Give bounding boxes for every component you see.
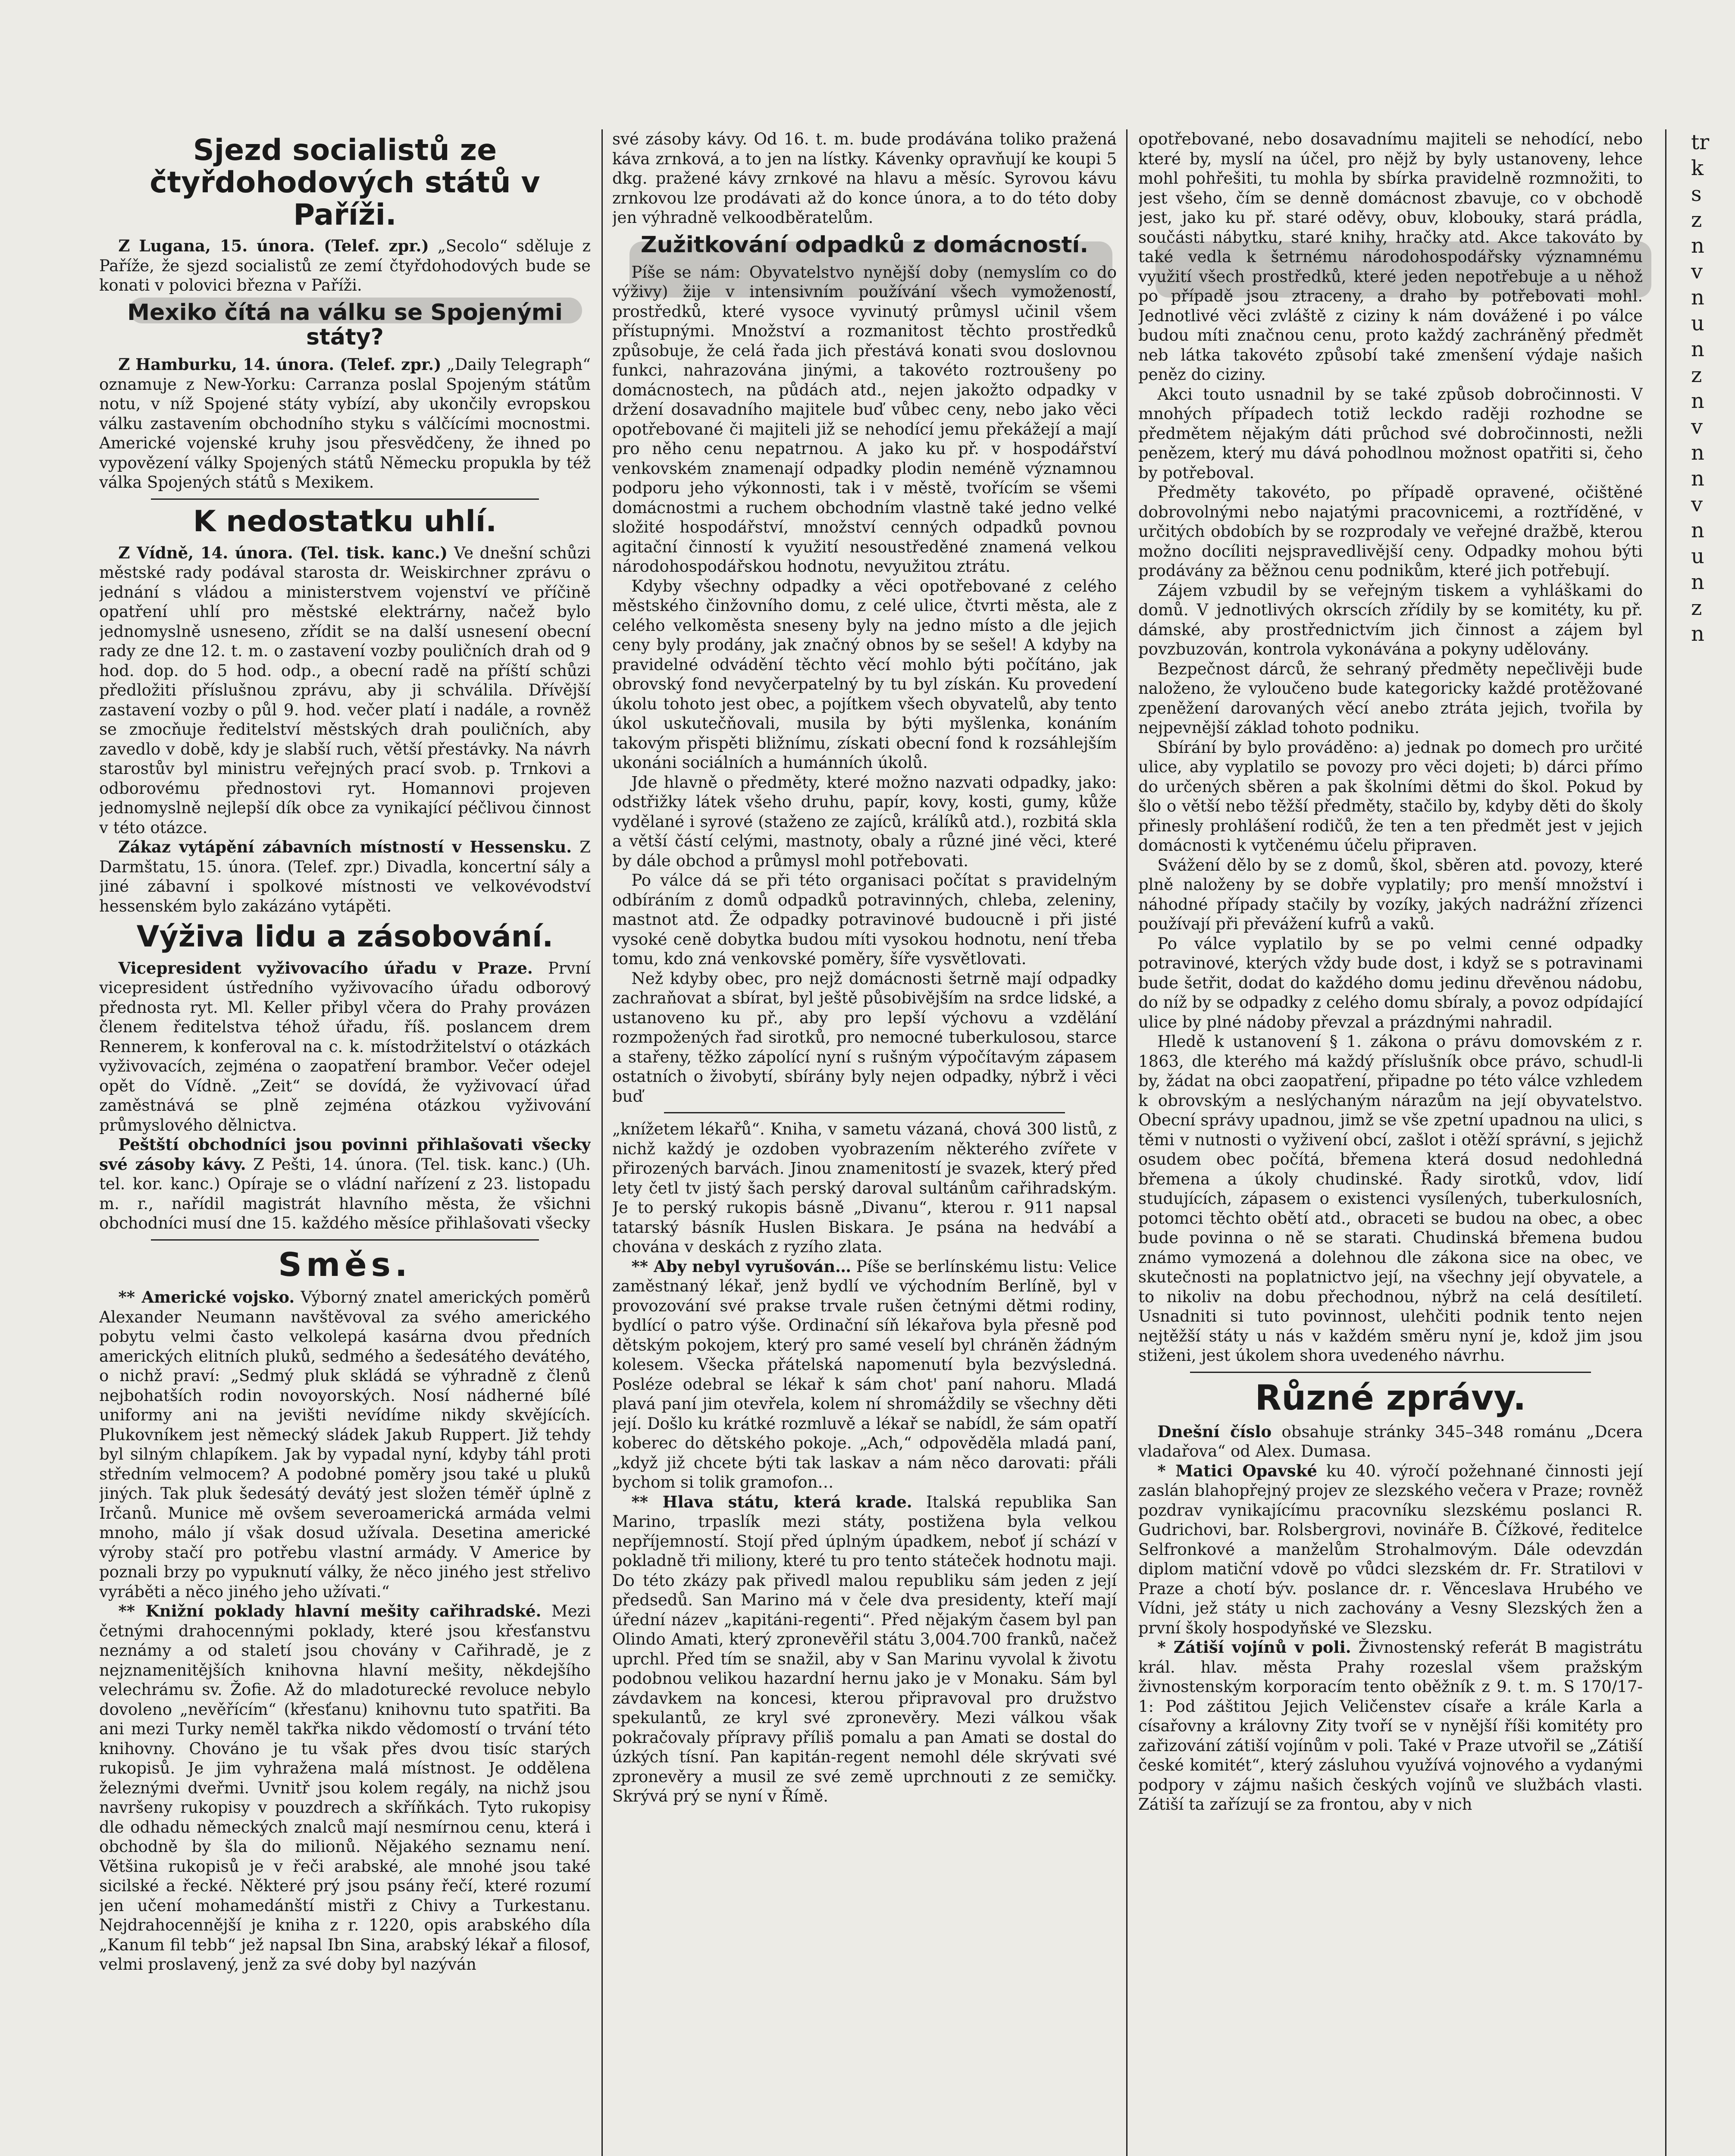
headline-waste-utilization: Zužitkování odpadků z domácností. [640, 232, 1089, 258]
print-smudge [629, 241, 1112, 298]
strip-fragment: s [1691, 182, 1702, 206]
strip-fragment: u [1691, 544, 1704, 568]
article-paragraph: Než kdyby obec, pro nejž domácnosti šetrně mají odpadky zachraňovat a sbírat, byl ještě působivějším na srdce lidské, a ustanoveno ku př., aby pro lepší výchovu a vzdělání rozmpožených řad sirotků, pro nemocné tuberkulosou, starce a stařeny, těžko zápolící nyní s rušným výpočítavým zápasem ostatních o živobytí, sbírány byly nejen odpadky, nýbrž i věci buď [612, 969, 1117, 1106]
article-paragraph: ** Hlava státu, která krade. Italská republika San Marino, trpaslík mezi státy, postižena byla velkou nepříjemností. Stojí před úplným úpadkem, neboť jí schází v pokladně tři miliony, které tu pro tento státeček hodnotu maji. Do této zkázy pak přivedl malou republiku sám jeden z její předsedů. San Marino má v čele dva presidenty, kteří mají úřední název „kapitáni-regenti“. Před nějakým časem byl pan Olindo Amati, který zpronevěřil státu 3,004.700 franků, načež uprchl. Před tím se snažil, aby v San Marinu vyvolal k životu podobnou velikou hazardní hernu jako je v Monaku. Sám byl závdavkem na koncesi, kterou připravoval pro družstvo spekulantů, ze kryl své zpronevěry. Mezi válkou však pokračovaly přípravy příliš pomalu a pan Amati se dostal do úzkých tísní. Pan kapitán-regent nemohl déle skrývati své zpronevěry a musil ze své země uprchnouti z ze semičky. Skrývá prý se nyní v Římě. [612, 1492, 1117, 1806]
article-paragraph: Po válce dá se při této organisaci počítat s pravidelným odbíráním z domů odpadků potravinných, chleba, zeleniny, mastnot atd. Že odpadky potravinové budoucně i při jisté vysoké ceně dobytka budou míti vysokou hodnotu, není třeba tomu, kdo zná venkovské poměry, šíře vysvětlovati. [612, 871, 1117, 968]
column-1 [99, 129, 591, 2156]
article-paragraph: Z Lugana, 15. února. (Telef. zpr.) „Secolo“ sděluje z Paříže, že sjezd socialistů ze zemí čtyřdohodových bude se konati v polovici března v Paříži. [99, 236, 591, 295]
article-paragraph: „knížetem lékařů“. Kniha, v sametu vázaná, chová 300 listů, z nichž každý je ozdoben vyobrazením některého zvířete v přirozených barvách. Jinou znamenitostí je svazek, který před lety četl tv jistý šach perský daroval sultánům cařihradským. Je to perský rukopis básně „Divanu“, kterou r. 911 napsal tatarský básník Huslen Biskara. Je psána na hedvábí a chována v deskách z ryzího zlata. [612, 1120, 1117, 1257]
divider [151, 1239, 539, 1241]
divider [1190, 1372, 1591, 1373]
article-paragraph: Svážení dělo by se z domů, škol, sběren atd. povozy, které plně naloženy by se dobře vyplatily; pro menší množství i náhodné případy stačily by vozíky, jakých nadrážní zřízenci používají při převážení kufrů a vaků. [1138, 856, 1643, 933]
column-rule [1665, 129, 1666, 2156]
strip-fragment: n [1691, 389, 1704, 413]
strip-fragment: n [1691, 622, 1704, 646]
strip-fragment: n [1691, 285, 1704, 310]
headline-coal-shortage: K nedostatku uhlí. [193, 504, 497, 539]
article-paragraph: * Matici Opavské ku 40. výročí požehnané činnosti její zaslán blahopřejný projev ze slezského večera v Praze; rovněž pozdrav vynikajícímu pracovníku slezskému poslanci R. Gudrichovi, bar. Rolsbergrovi, novináře B. Čížkové, ředitelce Selfronkové a manželům Strohalmovým. Dále odevzdán diplom matiční vdově po vůdci slezském dr. Fr. Stratilovi v Praze a chotí býv. poslance dr. r. Věnceslava Hrubého ve Vídni, jež státy u nich zachovány a Vesny Slezských žen a první školy hospodyňské ve Slezsku. [1138, 1461, 1643, 1637]
article-paragraph: Akci touto usnadnil by se také způsob dobročinnosti. V mnohých případech totiž leckdo raději rozhodne se předmětem nějakým dáti průchod své dobročinnosti, nežli penězem, který mu dává pohodlnou možnost opatřiti si, čeho by potřeboval. [1138, 385, 1643, 482]
article-paragraph: své zásoby kávy. Od 16. t. m. bude prodávána toliko pražená káva zrnková, a to jen na lístky. Kávenky opravňují ke koupi 5 dkg. pražené kávy zrnkové na hlavu a měsíc. Syrovou kávu zrnkovou lze prodávati až do konce února, a to do této doby jen výhradně velkoodběratelům. [612, 130, 1117, 227]
article-paragraph: Po válce vyplatilo by se po velmi cenné odpadky potravinové, kterých vždy bude dost, i když se s potravinami bude šetřit, dodat do každého domu jedinu dřevěnou nádobu, do níž by se odpadky z celého domu sbíraly, a povoz odpídající ulice by plné nádoby převzal a prázdnými nahradil. [1138, 934, 1643, 1031]
article-paragraph: Předměty takovéto, po případě opravené, očištěné dobrovolnými nebo najatými pracovnicemi, a roztříděné, v určitých obdobích by se rozprodaly ve veřejné dražbě, kterou možno docíliti nejspravedlivější ceny. Odpadky mohou býti prodávány za běžnou cenu podnikům, které jich potřebují. [1138, 483, 1643, 580]
article-paragraph: Bezpečnost dárců, že sehraný předměty nepečlivěji bude naloženo, že vyloučeno bude kategoricky každé protěžované zpeněžení darovaných věcí anebo ztráta jejich, tvořila by nejpevnější základ tohoto podniku. [1138, 659, 1643, 737]
article-paragraph: ** Americké vojsko. Výborný znatel amerických poměrů Alexander Neumann navštěvoval za svého amerického pobytu velmi často velkolepá kasárna dvou předních amerických elitních pluků, sedmého a šedesátého devátého, o nichž praví: „Sedmý pluk skládá se výhradně z členů nejbohatších rodin novoyorských. Nosí nádherné bílé uniformy ani na jevišti nevídíme nikdy skvějících. Plukovníkem jest německý sládek Jakub Ruppert. Již tehdy byl silným chlapíkem. Jak by vypadal nyní, kdyby táhl proti středním velmocem? A podobné poměry jsou také u pluků jiných. Tak pluk šedesátý devátý jest složen téměř úplně z Irčanů. Munice mě ovšem severoamerická armáda velmi mnoho, málo jí však dosud užívala. Desetina americké výroby stačí pro potřebu vlastní armády. V Americe by poznali brzy po vypuknutí války, že něco jiného jest střelivo vyráběti a něco jiného jeho užívati.“ [99, 1288, 591, 1601]
strip-fragment: n [1691, 467, 1704, 491]
article-paragraph: Dnešní číslo obsahuje stránky 345–348 románu „Dcera vladařova“ od Alex. Dumasa. [1138, 1422, 1643, 1460]
article-paragraph: Z Hamburku, 14. února. (Telef. zpr.) „Daily Telegraph“ oznamuje z New-Yorku: Carranza poslal Spojeným státům notu, v níž Spojené státy vybízí, aby ukončily evropskou válku zastavením obchodního styku s válčícími mocnostmi. Americké vojenské kruhy jsou přesvědčeny, že ihned po vypovězení války Spojených států Německu propukla by též válka Spojených států s Mexikem. [99, 355, 591, 492]
strip-fragment: n [1691, 518, 1704, 542]
print-smudge [129, 298, 582, 323]
section-heading-smes: Směs. [278, 1245, 412, 1284]
divider [664, 1112, 1065, 1113]
article-paragraph: Peštští obchodníci jsou povinni přihlašovati všecky své zásoby kávy. Z Pešti, 14. února. (Tel. tisk. kanc.) (Uh. tel. kor. kanc.) Opíraje se o vládní nařízení z 23. listopadu m. r., nařídil magistrát hlavního města, že všichni obchodníci musí dne 15. každého měsíce přihlašovati všecky [99, 1135, 591, 1233]
section-heading-ruzne-zpravy: Různé zprávy. [1255, 1377, 1526, 1418]
strip-fragment: z [1691, 363, 1702, 387]
strip-fragment: v [1691, 260, 1703, 284]
print-smudge [1156, 241, 1651, 298]
strip-fragment: n [1691, 570, 1704, 594]
article-paragraph: opotřebované, nebo dosavadnímu majiteli se nehodící, nebo které by, myslí na účel, pro nějž by byly ustanoveny, lehce mohl pohřešiti, tu mohla by sbírka pravidelně rozmnožiti, to jest všeho, čím se denně domácnost zbavuje, co v obchodě jest, jako ku př. staré oděvy, obuv, klobouky, stará prádla, součásti nábytku, staré knihy, hračky atd. Akce takováto by také vedla k šetrnému národohospodářsky významnému využití všech prostředků, které jeden nepotřebuje a u něhož po případě jsou ztraceny, a draho by potřebovati mohl. Jednotlivé věci zvláště z ciziny k nám dovážené i po válce budou míti značnou cenu, proto každý zachráněný předmět neb látka takovéto způsobí také zmenšení výdaje našich peněz do ciziny. [1138, 130, 1643, 384]
strip-fragment: z [1691, 208, 1702, 232]
column-rule [601, 129, 603, 2156]
article-paragraph: Jde hlavně o předměty, které možno nazvati odpadky, jako: odstřižky látek všeho druhu, papír, kovy, kosti, gumy, kůže vydělané i syrové (staženo ze zajíců, králíků atd.), rozbitá skla a větší částí celými, mastnoty, obaly a různé jiné věci, které by dále obchod a průmysl mohl potřebovati. [612, 773, 1117, 870]
article-paragraph: Kdyby všechny odpadky a věci opotřebované z celého městského činžovního domu, z celé ulice, čtvrti města, ale z celého velkoměsta sneseny byly na jedno místo a dle jejich ceny byly prodány, jak značný obnos by se sešel! A kdyby na pravidelné odvádění těchto věcí mohlo býti počítáno, jak obrovský fond nevyčerpatelný by tu byl získán. Ku provedení úkolu tohoto jest obec, a pojítkem všech obyvatelů, aby tento úkol uskutečňovali, musila by býti myšlenka, konáním takovým přispěti bližnímu, získati obecní fond k rozsáhlejším ukonáni sociálních a humánních úkolů. [612, 577, 1117, 772]
article-paragraph: Píše se nám: Obyvatelstvo nynější doby (nemyslím co do výživy) žije v intensivním používání všech vymožeností, prostředků, které vysoce vyvinutý průmysl učinil všem přístupnými. Množství a rozmanitost těchto prostředků způsobuje, že celá řada jich přestává konati svou doslovnou funkci, nahrazována jinými, a takovéto roztroušeny po domácnostech, na půdách atd., nejen jakožto odpadky v držení dosavadního majitele buď vůbec ceny, nebo jako věci opotřebované či majiteli již se nehodící jemu překážejí a mají pro něho cenu nepatrnou. A jako ku př. v hospodářství venkovském znamenají odpadky plodin neméně významnou podporu jeho výkonnosti, tak i v městě, tvořícím se všemi domácnostmi a ruchem obchodním vlastně také jedno velké složité hospodářství, množství cenných odpadků povnou agitační činností k využití nesoustředěné znamená velkou národohospodářskou hodnotu, nevyužitou ztrátu. [612, 263, 1117, 576]
article-paragraph: Z Vídně, 14. února. (Tel. tisk. kanc.) Ve dnešní schůzi městské rady podával starosta dr. Weiskirchner zprávu o jednání s vládou a ministerstvem vojenství ve příčině opatření uhlí pro městské elektrárny, načež bylo jednomyslně usneseno, zřídit se na další usnesení obecní rady ze dne 12. t. m. o zastavení vozby pouličních drah od 9 hod. dop. do 5 hod. odp., a obecní radě na příští schůzi předložiti příslušnou zprávu, aby ji schválila. Dřívější zastavení vozby o půl 9. hod. večer platí i nadále, a rovněž se zmocňuje ředitelství městských drah pouličních, aby zavedlo v době, kdy je slabší ruch, větší přestávky. Na návrh starostův byl ministru veřejných prací svob. p. Trnkovi a odborovému přednostovi ryt. Homannovi projeven jednomyslně nejlepší dík obce za vynikající péčlivou činnost v této otázce. [99, 543, 591, 837]
strip-fragment: u [1691, 311, 1704, 335]
strip-fragment: tr [1691, 130, 1710, 154]
strip-fragment: n [1691, 441, 1704, 465]
strip-fragment: k [1691, 156, 1704, 180]
article-paragraph: Sbírání by bylo prováděno: a) jednak po domech pro určité ulice, aby vyplatilo se povozy pro věci dojeti; b) dárci přímo do určených sběren a pak školními dětmi do škol. Pokud by šlo o větší nebo těžší předměty, stačilo by, kdyby děti do školy přinesly prohlášení rodičů, že ten a ten předmět jest v jejich domácnosti k vytčenému účelu připraven. [1138, 738, 1643, 855]
column-rule [1126, 129, 1127, 2156]
article-paragraph: * Zátiší vojínů v poli. Živnostenský referát B magistrátu král. hlav. města Prahy rozeslal všem pražským živnostenským korporacím tento oběžník z 9. t. m. S 170/17-1: Pod záštitou Jejich Veličenstev císaře a krále Karla a císařovny a královny Zity tvoří se v nynější říši komitéty pro zařizování zátiší vojínům v poli. Také v Praze utvořil se „Zátiší české komitét“, který zásluhou využívá vojnového a vydanými podpory v zájmu našich českých vojínů ve službách vlasti. Zátiší ta zařízují se za frontou, aby v nich [1138, 1638, 1643, 1814]
adjacent-page-strip [1683, 129, 1735, 2156]
divider [151, 498, 539, 500]
article-paragraph: ** Aby nebyl vyrušován… Píše se berlínskému listu: Velice zaměstnaný lékař, jenž bydlí ve východním Berlíně, byl v provozování své prakse trvale rušen četnými dětmi rodiny, bydlící o patro výše. Ordinační síň lékařova byla přesně pod dětským pokojem, který pro samé veselí byl chráněn žádným kolesem. Všecka přátelská napomenutí byla bezvýsledná. Posléze odebral se lékař k sám chot' paní nahoru. Mladá plavá paní jim otevřela, kolem ní shromáždily se všechny děti její. Došlo ku krátké rozmluvě a lékař se nabídl, že sám opatří koberec do dětského pokoje. „Ach,“ odpověděla mladá paní, „když již chcete býti tak laskav a nám něco darovati: přáli bychom si tolik gramofon… [612, 1257, 1117, 1492]
article-paragraph: Zákaz vytápění zábavních místností v Hessensku. Z Darmštatu, 15. února. (Telef. zpr.) Divadla, koncertní sály a jiné zábavní i spolkové místnosti ve velkovévodství hessenském bylo zakázáno vytápěti. [99, 837, 591, 915]
column-3 [1138, 129, 1643, 2156]
headline-mexico: Mexiko čítá na válku se Spojenými státy? [127, 299, 563, 351]
article-paragraph: ** Knižní poklady hlavní mešity cařihradské. Mezi četnými drahocennými poklady, které jsou křesťanstvu neznámy a od staletí jsou chovány v Cařihradě, je z nejznamenitějších knihovna hlavní mešity, někdejšího velechrámu sv. Žofie. Až do mladoturecké revoluce nebylo dovoleno „nevěřícím“ (křesťanu) knihovnu tuto spatřiti. Ba ani mezi Turky neměl takřka nikdo vědomostí o trvání této knihovny. Chováno je tu však přes dvou tisíc starých rukopisů. Je jim vyhražena malá místnost. Je oddělena železnými dveřmi. Uvnitř jsou kolem regály, na nichž jsou navršeny rukopisy v pouzdrech a skříňkách. Tyto rukopisy dle odhadu německých znalců mají nesmírnou cenu, která i obchodně by šla do milionů. Nějakého seznamu není. Většina rukopisů je v řeči arabské, ale mnohé jsou také sicilské a řecké. Některé prý jsou psány řečí, které rozumí jen učení mohamedánští mistři z Chivy a Turkestanu. Nejdrahocennější je kniha z r. 1220, opis arabského díla „Kanum fil tebb“ jež napsal Ibn Sina, arabský lékař a filosof, velmi proslavený, jenž za své doby byl nazýván [99, 1601, 591, 1974]
strip-fragment: v [1691, 415, 1703, 439]
article-paragraph: Vicepresident vyživovacího úřadu v Praze. První vicepresident ústředního vyživovacího úřadu odborový přednosta ryt. Ml. Keller přibyl včera do Prahy provázen členem ředitelstva téhož úřadu, říš. poslancem drem Rennerem, k konferoval na c. k. místodržitelství o otázkách vyživovacích, zejména o zaopatření brambor. Večer odejel opět do Vídně. „Zeit“ se dovídá, že vyživovací úřad zaměstnává se plně zejména otázkou vyživování průmyslového dělnictva. [99, 958, 591, 1134]
column-2 [612, 129, 1117, 2156]
strip-fragment: n [1691, 234, 1704, 258]
article-paragraph: Hledě k ustanovení § 1. zákona o právu domovském z r. 1863, dle kterého má každý příslušník obce právo, schudl-li by, žádat na obci zaopatření, připadne po této válce vzhledem k obrovským a neslýchaným nárazům na její obyvatelstvo. Obecní správy upadnou, jimž se vše zpetní upadnou na ulici, s těmi v nutnosti o vyživení obcí, zašlot i otěží správní, s jejichž osudem obec počítá, břemena která dosud nedohledná břemena a úkoly chudinské. Řady sirotků, vdov, lidí studujících, zápasem o existenci vysílených, tuberkulosních, potomci těchto obětí atd., obraceti se budou na obec, a obec bude povinna o ně se starati. Chudinská břemena budou známo vymozená a dolehnou dle zákona sice na obec, ve skutečnosti na poplatnictvo její, na všechny její obyvatele, a to nikoliv na dobu přechodnou, nýbrž na celá desítiletí. Usnadniti si tuto povinnost, ulehčiti podnik tento nejen nejtěžší státy u nás v každém směru nyní je, kdož jim jsou stiženi, jest úkolem shora uvedeného návrhu. [1138, 1032, 1643, 1365]
headline-socialist-congress: Sjezd socialistů ze čtyřdohodových států v Paříži. [150, 133, 540, 232]
strip-fragment: v [1691, 492, 1703, 517]
strip-fragment: z [1691, 596, 1702, 620]
strip-fragment: n [1691, 337, 1704, 361]
headline-food-supply: Výživa lidu a zásobování. [136, 920, 554, 954]
article-paragraph: Zájem vzbudil by se veřejným tiskem a vyhláškami do domů. V jednotlivých okrscích zřídily by se komitéty, ku př. dámské, aby prostřednictvím jich činnost a zájem byl povzbuzován, kontrola vykonávána a pokyny udělovány. [1138, 581, 1643, 658]
